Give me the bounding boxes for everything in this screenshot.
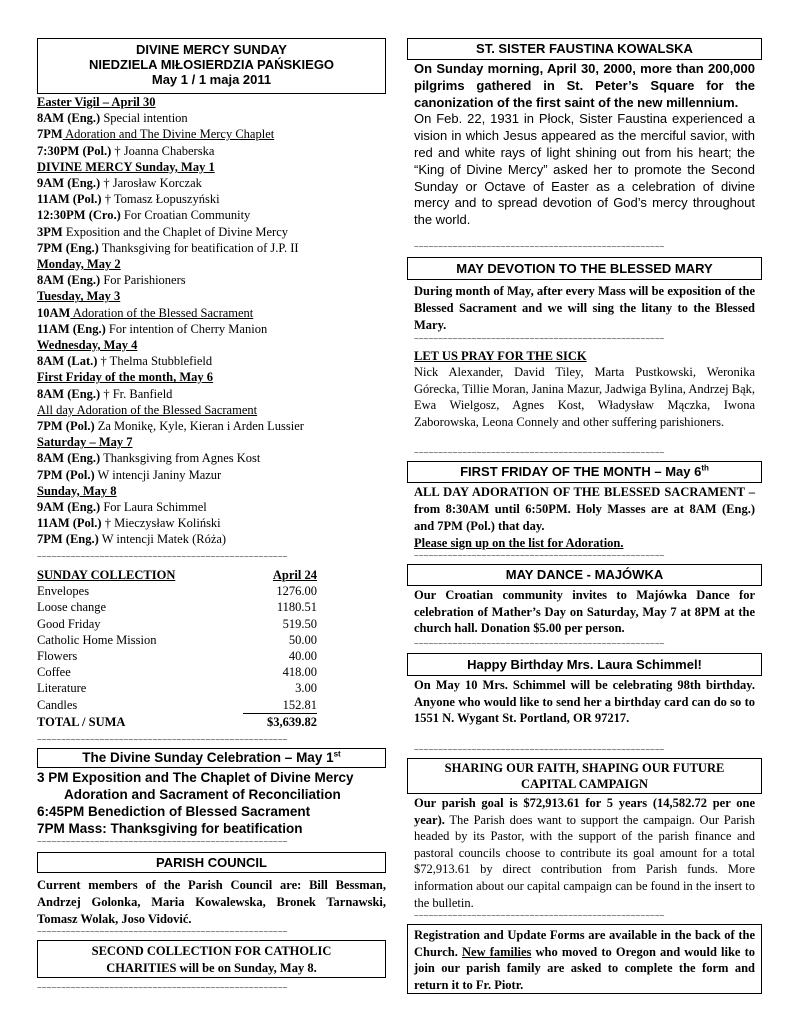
collection-row bbox=[37, 664, 317, 680]
mass-intention: Thanksgiving from Agnes Kost bbox=[100, 451, 261, 466]
collection-amount: 1276.00 bbox=[276, 584, 317, 599]
may-dance-title-box bbox=[407, 564, 762, 586]
schedule-line bbox=[37, 143, 386, 159]
faustina-article bbox=[414, 61, 755, 229]
campaign-bold-text: Our parish goal is $72,913.61 for 5 years (14,582.72 per one year). bbox=[414, 796, 755, 827]
collection-label: Candles bbox=[37, 697, 78, 712]
first-friday-title-box bbox=[407, 461, 762, 483]
may-dance-title: MAY DANCE - MAJÓWKA bbox=[505, 567, 664, 582]
schedule-note: All day Adoration of the Blessed Sacrament bbox=[37, 402, 258, 417]
collection-total-row bbox=[37, 713, 317, 730]
divider: ~~~~~~~~~~~~~~~~~~~~~~~~~~~~~~~~~~~~~~~~~~~~~~~~~~~~ bbox=[414, 335, 665, 343]
mass-time: 7:30PM (Pol.) bbox=[37, 143, 112, 158]
schedule-line bbox=[37, 305, 386, 321]
collection-row bbox=[37, 632, 317, 648]
mass-intention: For Croatian Community bbox=[120, 208, 251, 223]
schedule-line bbox=[37, 272, 386, 288]
schedule-line bbox=[37, 321, 386, 337]
mass-intention: † Fr. Banfield bbox=[100, 386, 173, 401]
mass-intention: † Thelma Stubblefield bbox=[97, 354, 213, 369]
mass-time: 7PM (Pol.) bbox=[37, 467, 95, 482]
header-line-2: NIEDZIELA MIŁOSIERDZIA PAŃSKIEGO bbox=[88, 57, 335, 72]
mass-intention: Exposition and the Chaplet of Divine Mercy bbox=[62, 224, 288, 239]
schedule-day-heading bbox=[37, 483, 386, 499]
schedule-line bbox=[37, 126, 386, 142]
schedule-line bbox=[37, 418, 386, 434]
mass-time: 11AM (Pol.) bbox=[37, 192, 102, 207]
mass-schedule bbox=[37, 94, 386, 548]
celebration-line: 6:45PM Benediction of Blessed Sacrament bbox=[37, 804, 311, 819]
day-heading-text: Easter Vigil – April 30 bbox=[37, 95, 156, 109]
mass-time: 7PM (Eng.) bbox=[37, 532, 99, 547]
mass-time: 8AM (Eng.) bbox=[37, 451, 101, 466]
collection-amount: 3.00 bbox=[295, 681, 317, 696]
collection-amount: 40.00 bbox=[288, 649, 317, 664]
mass-time: 9AM (Eng.) bbox=[37, 176, 101, 191]
collection-row bbox=[37, 616, 317, 632]
day-heading-text: Wednesday, May 4 bbox=[37, 338, 138, 353]
mass-intention: † Jarosław Korczak bbox=[100, 176, 202, 191]
divider: ~~~~~~~~~~~~~~~~~~~~~~~~~~~~~~~~~~~~~~~~~~~~~~~~~~~~ bbox=[414, 449, 665, 457]
schedule-line bbox=[37, 110, 386, 126]
schedule-day-heading bbox=[37, 369, 386, 385]
mass-intention: For intention of Cherry Manion bbox=[105, 321, 268, 336]
may-devotion-title: MAY DEVOTION TO THE BLESSED MARY bbox=[456, 261, 713, 276]
mass-time: 11AM (Eng.) bbox=[37, 321, 106, 336]
mass-intention: W intencji Janiny Mazur bbox=[94, 467, 222, 482]
collection-amount: 519.50 bbox=[282, 616, 317, 631]
schedule-line bbox=[37, 531, 386, 547]
celebration-title: The Divine Sunday Celebration – May 1 bbox=[82, 750, 334, 765]
first-friday-signup: Please sign up on the list for Adoration. bbox=[414, 536, 624, 550]
may-dance-text: Our Croatian community invites to Majówka Dance for celebration of Mather’s Day on Saturday, May 7 at 8PM at the church hall. Donation $5.00 per person. bbox=[414, 588, 755, 635]
mass-time: 12:30PM (Cro.) bbox=[37, 208, 121, 223]
divider: ~~~~~~~~~~~~~~~~~~~~~~~~~~~~~~~~~~~~~~~~~~~~~~~~~~~~ bbox=[37, 928, 288, 936]
mass-time: 3PM bbox=[37, 224, 63, 239]
collection-label: Catholic Home Mission bbox=[37, 632, 157, 647]
may-devotion-title-box bbox=[407, 257, 762, 280]
celebration-title-sup: st bbox=[333, 749, 341, 759]
collection-row bbox=[37, 697, 317, 714]
divider: ~~~~~~~~~~~~~~~~~~~~~~~~~~~~~~~~~~~~~~~~~~~~~~~~~~~~ bbox=[414, 912, 665, 920]
mass-intention: Adoration of the Blessed Sacrament bbox=[70, 305, 254, 320]
schedule-day-heading bbox=[37, 337, 386, 353]
day-heading-text: First Friday of the month, May 6 bbox=[37, 370, 214, 385]
divider: ~~~~~~~~~~~~~~~~~~~~~~~~~~~~~~~~~~~~~~~~~~~~~~~~~~~~ bbox=[414, 640, 665, 648]
schedule-day-heading bbox=[37, 288, 386, 304]
collection-label: Literature bbox=[37, 681, 87, 696]
mass-time: 8AM (Eng.) bbox=[37, 111, 101, 126]
mass-intention: For Parishioners bbox=[100, 273, 186, 288]
mass-time: 10AM bbox=[37, 305, 71, 320]
schedule-line bbox=[37, 515, 386, 531]
schedule-line bbox=[37, 386, 386, 402]
first-friday-article bbox=[414, 484, 755, 552]
campaign-title-2: CAPITAL CAMPAIGN bbox=[521, 777, 648, 791]
mass-time: 9AM (Eng.) bbox=[37, 500, 101, 515]
registration-text-a: Registration and Update Forms are available in the back of the Church. bbox=[414, 928, 755, 959]
mass-intention: † Tomasz Łopuszyński bbox=[101, 192, 220, 207]
celebration-title-box bbox=[37, 748, 386, 768]
mass-time: 7PM (Pol.) bbox=[37, 419, 95, 434]
day-heading-text: Sunday, May 8 bbox=[37, 483, 117, 498]
mass-time: 8AM (Eng.) bbox=[37, 273, 101, 288]
registration-text-b: who moved to Oregon and would like to join our parish family are asked to complete the form and return it to Fr. Piotr. bbox=[414, 944, 756, 992]
collection-row bbox=[37, 583, 317, 599]
parish-council-text: Current members of the Parish Council are: Bill Bessman, Andrzej Golonka, Maria Kowalewska, Bronek Tarnawski, Tomasz Wolak, Joso Vidović. bbox=[37, 878, 386, 926]
collection-row bbox=[37, 648, 317, 664]
sunday-collection-table bbox=[37, 567, 317, 730]
faustina-title-box bbox=[407, 38, 762, 60]
schedule-day-heading bbox=[37, 256, 386, 272]
first-friday-title: FIRST FRIDAY OF THE MONTH – May 6 bbox=[460, 464, 702, 479]
divider: ~~~~~~~~~~~~~~~~~~~~~~~~~~~~~~~~~~~~~~~~~~~~~~~~~~~~ bbox=[37, 553, 288, 561]
day-heading-text: DIVINE MERCY Sunday, May 1 bbox=[37, 159, 215, 174]
divider: ~~~~~~~~~~~~~~~~~~~~~~~~~~~~~~~~~~~~~~~~~~~~~~~~~~~~ bbox=[414, 552, 665, 560]
divider: ~~~~~~~~~~~~~~~~~~~~~~~~~~~~~~~~~~~~~~~~~~~~~~~~~~~~ bbox=[414, 746, 665, 754]
schedule-line bbox=[37, 402, 386, 418]
day-heading-text: Monday, May 2 bbox=[37, 257, 121, 272]
celebration-line: 3 PM Exposition and The Chaplet of Divine Mercy bbox=[37, 770, 354, 785]
celebration-line: Adoration and Sacrament of Reconciliation bbox=[64, 787, 341, 802]
schedule-line bbox=[37, 191, 386, 207]
mass-time: 7PM (Eng.) bbox=[37, 240, 99, 255]
day-heading-text: Saturday – May 7 bbox=[37, 435, 133, 450]
faustina-text: On Feb. 22, 1931 in Płock, Sister Faustina experienced a vision in which Jesus appeared as the merciful savior, with red and white rays of light shining out from his heart; the “King of Divine Mercy” asked her to promote the Second Sunday or Octave of Easter as a celebration of divine mercy and to spread devotion of God’s mercy throughout the world. bbox=[414, 111, 755, 228]
pray-sick-text: Nick Alexander, David Tiley, Marta Pustkowski, Weronika Górecka, Tillie Moran, Janina Mazur, Jadwiga Bylina, Andrzej Bąk, Ewa Wielgosz, Agnes Kost, Władysław Mączka, Iwona Zaborowska, Leona Connely and other suffering parishioners. bbox=[414, 365, 755, 429]
may-devotion-text: During month of May, after every Mass will be exposition of the Blessed Sacrament and we will sing the litany to the Blessed Mary. bbox=[414, 284, 755, 332]
mass-intention: Adoration and The Divine Mercy Chaplet bbox=[62, 127, 275, 142]
collection-label: Coffee bbox=[37, 665, 71, 680]
collection-label: Envelopes bbox=[37, 584, 90, 599]
collection-total-amount: $3,639.82 bbox=[267, 714, 317, 729]
mass-time: 7PM bbox=[37, 127, 63, 142]
first-friday-title-sup: th bbox=[701, 463, 709, 473]
first-friday-text: ALL DAY ADORATION OF THE BLESSED SACRAMENT – from 8:30AM until 6:50PM. Holy Masses are at 8AM (Eng.) and 7PM (Pol.) that day. bbox=[414, 485, 755, 533]
collection-label: Good Friday bbox=[37, 616, 101, 631]
second-collection-line-2: CHARITIES will be on Sunday, May 8. bbox=[106, 961, 317, 975]
collection-total-label: TOTAL / SUMA bbox=[37, 714, 126, 729]
schedule-line bbox=[37, 450, 386, 466]
schedule-line bbox=[37, 499, 386, 515]
schedule-day-heading bbox=[37, 159, 386, 175]
header-line-3: May 1 / 1 maja 2011 bbox=[151, 72, 272, 87]
collection-title: SUNDAY COLLECTION bbox=[37, 568, 176, 582]
divine-mercy-header bbox=[37, 38, 386, 94]
celebration-lines bbox=[37, 769, 386, 837]
divider: ~~~~~~~~~~~~~~~~~~~~~~~~~~~~~~~~~~~~~~~~~~~~~~~~~~~~ bbox=[37, 736, 288, 744]
header-line-1: DIVINE MERCY SUNDAY bbox=[136, 42, 287, 57]
celebration-line: 7PM Mass: Thanksgiving for beatification bbox=[37, 821, 303, 836]
mass-intention: Special intention bbox=[100, 111, 188, 126]
collection-amount: 50.00 bbox=[288, 632, 317, 647]
schedule-line bbox=[37, 207, 386, 223]
birthday-text: On May 10 Mrs. Schimmel will be celebrating 98th birthday. Anyone who would like to send her a birthday card can do so to 1551 N. Wygant St. Portland, OR 97217. bbox=[414, 678, 755, 725]
schedule-day-heading bbox=[37, 434, 386, 450]
second-collection-box bbox=[37, 940, 386, 978]
divider: ~~~~~~~~~~~~~~~~~~~~~~~~~~~~~~~~~~~~~~~~~~~~~~~~~~~~ bbox=[37, 838, 288, 846]
schedule-line bbox=[37, 353, 386, 369]
birthday-title-box bbox=[407, 653, 762, 676]
registration-box bbox=[407, 924, 762, 994]
campaign-text: The Parish does want to support the campaign. Our Parish headed by its Pastor, with the support of the parish finance and pastoral councils choose to contribute its goal amount for a total $72,913.61 by direct contribution from Parish funds. More information about our capital campaign can be found in the insert to the bulletin. bbox=[414, 812, 755, 910]
divider: ~~~~~~~~~~~~~~~~~~~~~~~~~~~~~~~~~~~~~~~~~~~~~~~~~~~~ bbox=[37, 984, 288, 992]
schedule-day-heading bbox=[37, 94, 386, 110]
collection-row bbox=[37, 599, 317, 615]
collection-amount: 418.00 bbox=[282, 665, 317, 680]
mass-intention: † Joanna Chaberska bbox=[111, 143, 215, 158]
schedule-line bbox=[37, 224, 386, 240]
faustina-title: ST. SISTER FAUSTINA KOWALSKA bbox=[476, 41, 693, 56]
faustina-bold-text: On Sunday morning, April 30, 2000, more than 200,000 pilgrims gathered in St. Peter’s Square for the canonization of the first saint of the new millennium. bbox=[414, 61, 755, 110]
second-collection-line-1: SECOND COLLECTION FOR CATHOLIC bbox=[91, 944, 332, 958]
mass-time: 11AM (Pol.) bbox=[37, 516, 102, 531]
mass-intention: Za Monikę, Kyle, Kieran i Arden Lussier bbox=[94, 419, 304, 434]
collection-label: Loose change bbox=[37, 600, 107, 615]
mass-intention: † Mieczysław Koliński bbox=[101, 516, 221, 531]
collection-row bbox=[37, 680, 317, 696]
campaign-title-1: SHARING OUR FAITH, SHAPING OUR FUTURE bbox=[444, 761, 725, 775]
pray-sick-section bbox=[414, 348, 755, 430]
campaign-text-block bbox=[414, 795, 755, 911]
mass-time: 8AM (Eng.) bbox=[37, 386, 101, 401]
mass-time: 8AM (Lat.) bbox=[37, 354, 98, 369]
parish-council-title-box bbox=[37, 852, 386, 873]
mass-intention: Thanksgiving for beatification of J.P. II bbox=[98, 240, 299, 255]
registration-new-families: New families bbox=[462, 944, 532, 959]
schedule-line bbox=[37, 175, 386, 191]
collection-header-row bbox=[37, 567, 317, 583]
pray-sick-title: LET US PRAY FOR THE SICK bbox=[414, 349, 587, 363]
mass-intention: For Laura Schimmel bbox=[100, 500, 207, 515]
mass-intention: W intencji Matek (Róża) bbox=[98, 532, 227, 547]
day-heading-text: Tuesday, May 3 bbox=[37, 289, 121, 304]
collection-amount: 1180.51 bbox=[276, 600, 317, 615]
collection-label: Flowers bbox=[37, 649, 78, 664]
campaign-title-box bbox=[407, 758, 762, 794]
schedule-line bbox=[37, 240, 386, 256]
birthday-title: Happy Birthday Mrs. Laura Schimmel! bbox=[467, 657, 702, 672]
collection-amount: 152.81 bbox=[243, 697, 317, 714]
schedule-line bbox=[37, 467, 386, 483]
divider: ~~~~~~~~~~~~~~~~~~~~~~~~~~~~~~~~~~~~~~~~~~~~~~~~~~~~ bbox=[414, 243, 665, 251]
parish-council-title: PARISH COUNCIL bbox=[156, 855, 267, 870]
collection-date: April 24 bbox=[272, 568, 317, 582]
